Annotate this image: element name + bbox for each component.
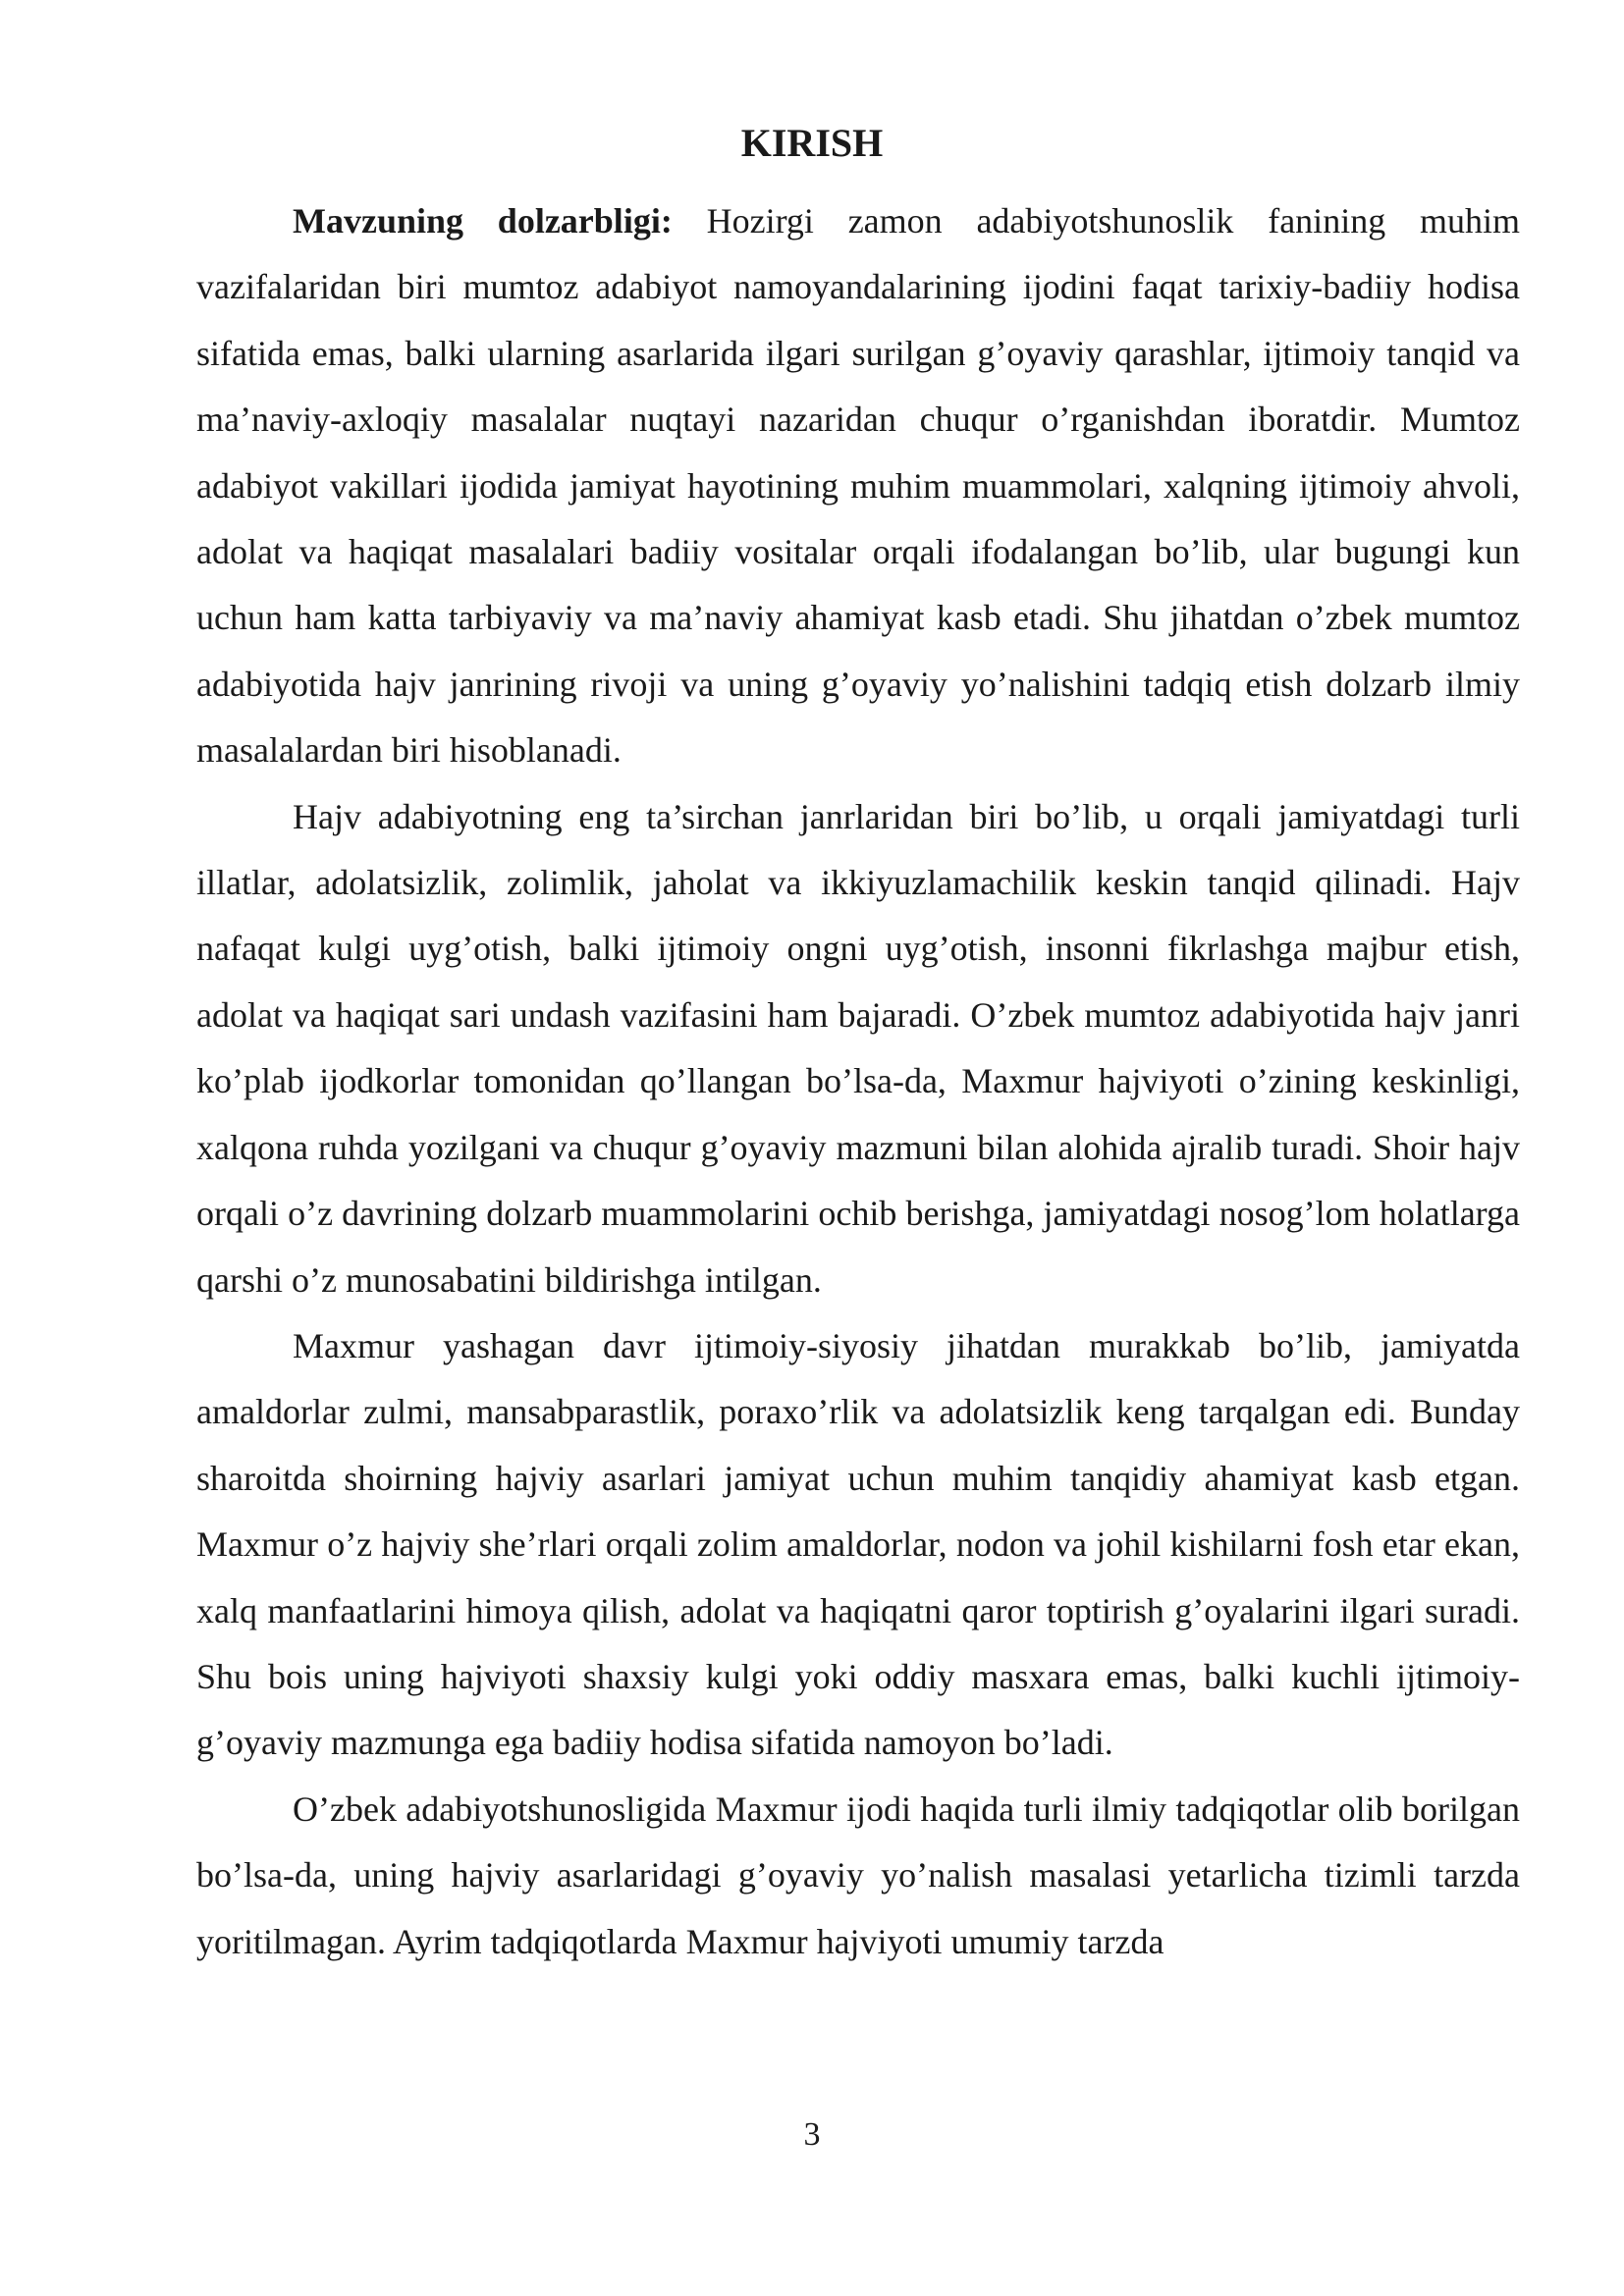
section-heading: KIRISH xyxy=(740,121,884,165)
paragraph-satire-genre: Hajv adabiyotning eng ta’sirchan janrlaridan biri bo’lib, u orqali jamiyatdagi turli illatlar, adolatsizlik, zolimlik, jaholat va ikkiyuzlamachilik keskin tanqid qilinadi. Hajv nafaqat kulgi uyg’otish, balki ijtimoiy ongni uyg’otish, insonni fikrlashga majbur etish, adolat va haqiqat sari undash vazifasini ham bajaradi. O’zbek mumtoz adabiyotida hajv janri ko’plab ijodkorlar tomonidan qo’llangan bo’lsa-da, Maxmur hajviyoti o’zining keskinligi, xalqona ruhda yozilgani va chuqur g’oyaviy mazmuni bilan alohida ajralib turadi. Shoir hajv orqali o’z davrining dolzarb muammolarini ochib berishga, jamiyatdagi nosog’lom holatlarga qarshi o’z munosabatini bildirishga intilgan. xyxy=(196,796,1520,1300)
paragraph-lead-term: Mavzuning dolzarbligi: xyxy=(293,201,673,240)
body-text xyxy=(196,188,1520,1975)
paragraph-historical-context: Maxmur yashagan davr ijtimoiy-siyosiy jihatdan murakkab bo’lib, jamiyatda amaldorlar zulmi, mansabparastlik, poraxo’rlik va adolatsizlik keng tarqalgan edi. Bunday sharoitda shoirning hajviy asarlari jamiyat uchun muhim tanqidiy ahamiyat kasb etgan. Maxmur o’z hajviy she’rlari orqali zolim amaldorlar, nodon va johil kishilarni fosh etar ekan, xalq manfaatlarini himoya qilish, adolat va haqiqatni qaror toptirish g’oyalarini ilgari suradi. Shu bois uning hajviyoti shaxsiy kulgi yoki oddiy masxara emas, balki kuchli ijtimoiy-g’oyaviy mazmunga ega badiiy hodisa sifatida namoyon bo’ladi. xyxy=(196,1325,1520,1763)
paragraph-relevance xyxy=(196,188,1520,784)
page-number: 3 xyxy=(803,2116,821,2153)
paragraph-text: Hozirgi zamon adabiyotshunoslik fanining muhim vazifalaridan biri mumtoz adabiyot namoyandalarining ijodini faqat tarixiy-badiiy hodisa sifatida emas, balki ularning asarlarida ilgari surilgan g’oyaviy qarashlar, ijtimoiy tanqid va ma’naviy-axloqiy masalalar nuqtayi nazaridan chuqur o’rganishdan iboratdir. Mumtoz adabiyot vakillari ijodida jamiyat hayotining muhim muammolari, xalqning ijtimoiy ahvoli, adolat va haqiqat masalalari badiiy vositalar orqali ifodalangan bo’lib, ular bugungi kun uchun ham katta tarbiyaviy va ma’naviy ahamiyat kasb etadi. Shu jihatdan o’zbek mumtoz adabiyotida hajv janrining rivoji va uning g’oyaviy yo’nalishini tadqiq etish dolzarb ilmiy masalalardan biri hisoblanadi. xyxy=(196,201,1520,771)
paragraph-research-state: O’zbek adabiyotshunosligida Maxmur ijodi haqida turli ilmiy tadqiqotlar olib borilgan bo’lsa-da, uning hajviy asarlaridagi g’oyaviy yo’nalish masalasi yetarlicha tizimli tarzda yoritilmagan. Ayrim tadqiqotlarda Maxmur hajviyoti umumiy tarzda xyxy=(196,1789,1520,1961)
